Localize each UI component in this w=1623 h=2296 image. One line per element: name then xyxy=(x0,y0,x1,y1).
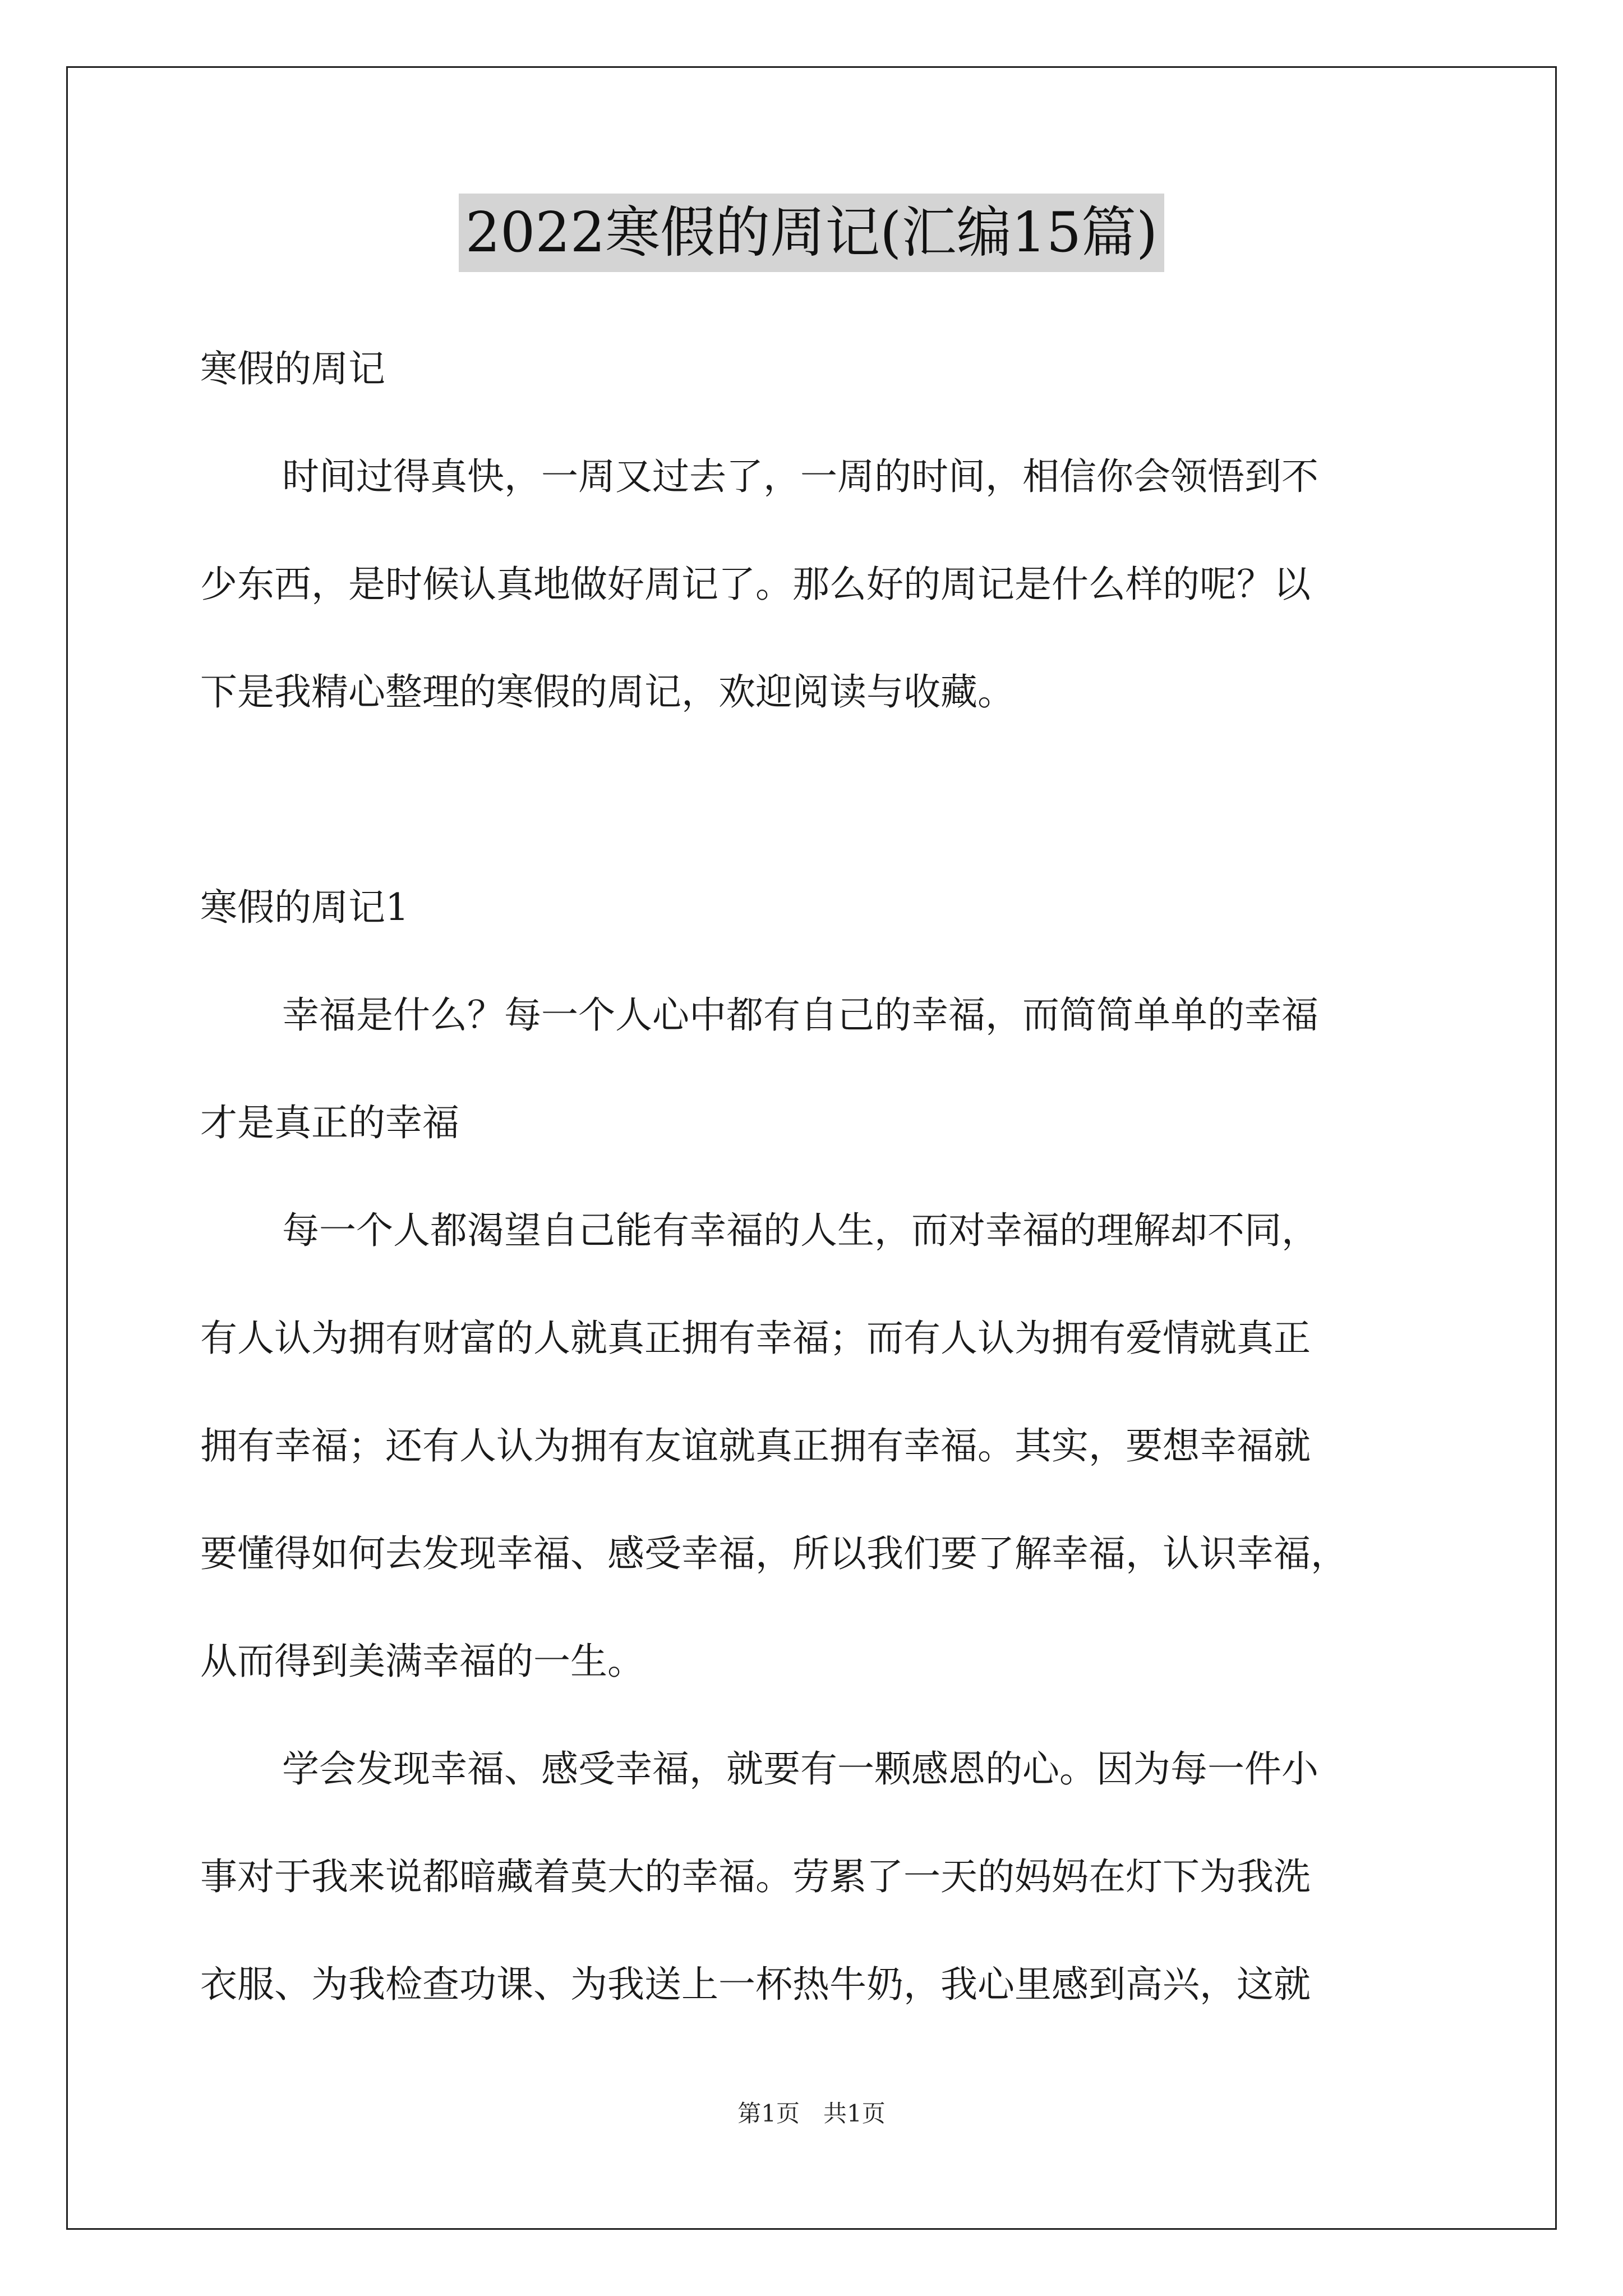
paragraph-line: 学会发现幸福、感受幸福，就要有一颗感恩的心。因为每一件小 xyxy=(282,1747,1318,1791)
paragraph-line: 才是真正的幸福 xyxy=(200,1101,459,1144)
paragraph-line: 少东西，是时候认真地做好周记了。那么好的周记是什么样的呢？以 xyxy=(200,563,1311,606)
paragraph-line: 有人认为拥有财富的人就真正拥有幸福；而有人认为拥有爱情就真正 xyxy=(200,1317,1311,1360)
intro-paragraph xyxy=(200,423,1434,746)
paragraph-line: 幸福是什么？每一个人心中都有自己的幸福，而简简单单的幸福 xyxy=(282,993,1318,1037)
section-heading: 寒假的周记1 xyxy=(200,886,409,929)
paragraph xyxy=(200,1715,1434,2039)
paragraph-line: 下是我精心整理的寒假的周记，欢迎阅读与收藏。 xyxy=(200,670,1015,714)
paragraph xyxy=(200,1177,1434,1715)
intro-heading: 寒假的周记 xyxy=(200,347,385,390)
paragraph-line: 时间过得真快，一周又过去了，一周的时间，相信你会领悟到不 xyxy=(282,455,1318,498)
blank-line xyxy=(200,746,1434,854)
paragraph-line: 拥有幸福；还有人认为拥有友谊就真正拥有幸福。其实，要想幸福就 xyxy=(200,1424,1311,1467)
paragraph-line: 每一个人都渴望自己能有幸福的人生，而对幸福的理解却不同， xyxy=(282,1209,1318,1252)
document-body xyxy=(200,315,1434,2039)
document-title: 2022寒假的周记(汇编15篇) xyxy=(459,194,1165,272)
paragraph-line: 衣服、为我检查功课、为我送上一杯热牛奶，我心里感到高兴，这就 xyxy=(200,1963,1311,2006)
paragraph-line: 事对于我来说都暗藏着莫大的幸福。劳累了一天的妈妈在灯下为我洗 xyxy=(200,1855,1311,1898)
paragraph xyxy=(200,961,1434,1177)
title-container xyxy=(0,194,1623,272)
paragraph-line: 从而得到美满幸福的一生。 xyxy=(200,1640,644,1683)
paragraph-line: 要懂得如何去发现幸福、感受幸福，所以我们要了解幸福，认识幸福， xyxy=(200,1532,1348,1575)
page-footer: 第1页 共1页 xyxy=(737,2100,886,2127)
